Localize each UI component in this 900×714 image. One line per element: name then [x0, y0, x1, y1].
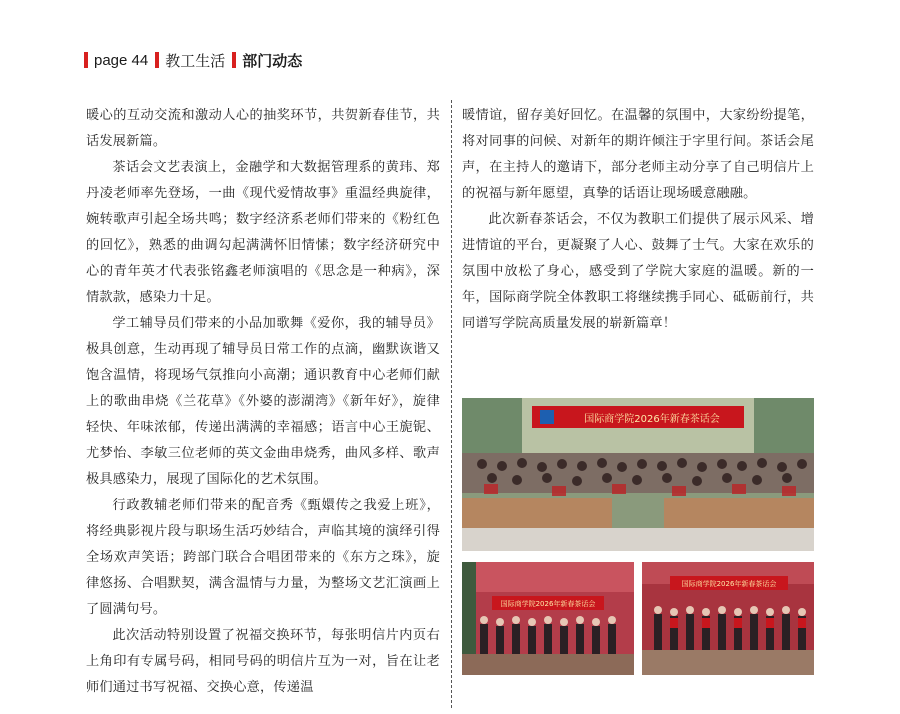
article-paragraph: 行政教辅老师们带来的配音秀《甄嬛传之我爱上班》，将经典影视片段与职场生活巧妙结合，声临其境的演绎引得全场欢声笑语；跨部门联合合唱团带来的《东方之珠》，旋律悠扬、合唱默契，满含温情与力量，为整场文艺汇演画上了圆满句号。	[86, 498, 440, 617]
stage-photo-left	[462, 562, 634, 675]
article-right-column	[462, 103, 814, 337]
article-paragraph: 此次新春茶话会，不仅为教职工们提供了展示风采、增进情谊的平台，更凝聚了人心、鼓舞了士气。大家在欢乐的氛围中放松了身心，感受到了学院大家庭的温暖。新的一年，国际商学院全体教职工将继续携手同心、砥砺前行，共同谱写学院高质量发展的崭新篇章！	[462, 212, 814, 331]
page-number: page 44	[94, 51, 149, 69]
header-separator-bar	[232, 52, 236, 68]
group-photo-main	[462, 398, 814, 551]
article-paragraph: 茶话会文艺表演上，金融学和大数据管理系的黄玮、郑丹凌老师率先登场，一曲《现代爱情故事》重温经典旋律，婉转歌声引起全场共鸣；数字经济系老师们带来的《粉红色的回忆》，熟悉的曲调勾起满满怀旧情愫；数字经济研究中心的青年英才代表张铭鑫老师演唱的《思念是一种病》，深情款款，感染力十足。	[86, 160, 440, 305]
subsection-title: 部门动态	[242, 51, 303, 70]
article-paragraph: 此次活动特别设置了祝福交换环节，每张明信片内页右上角印有专属号码，相同号码的明信片互为一对，旨在让老师们通过书写祝福、交换心意，传递温	[86, 628, 440, 695]
page-header	[84, 48, 302, 72]
column-divider	[451, 100, 452, 708]
banner-text: 国际商学院2026年新春茶话会	[500, 600, 596, 608]
banner-text: 国际商学院2026年新春茶话会	[681, 580, 777, 588]
banner-text: 国际商学院2026年新春茶话会	[584, 414, 720, 425]
stage-photo-right	[642, 562, 814, 675]
article-paragraph: 暖情谊，留存美好回忆。在温馨的氛围中，大家纷纷提笔，将对同事的问候、对新年的期许倾注于字里行间。茶话会尾声，在主持人的邀请下，部分老师主动分享了自己明信片上的祝福与新年愿望，真挚的话语让现场暖意融融。	[462, 108, 814, 201]
article-paragraph: 暖心的互动交流和激动人心的抽奖环节，共贺新春佳节，共话发展新篇。	[86, 108, 440, 149]
header-separator-bar	[155, 52, 159, 68]
article-left-column	[86, 103, 440, 701]
article-paragraph: 学工辅导员们带来的小品加歌舞《爱你，我的辅导员》极具创意，生动再现了辅导员日常工作的点滴，幽默诙谐又饱含温情，将现场气氛推向小高潮；通识教育中心老师们献上的歌曲串烧《兰花草》《外婆的澎湖湾》《新年好》，旋律轻快、年味浓郁，传递出满满的幸福感；语言中心王旎铌、尤梦怡、李敏三位老师的英文金曲串烧秀，曲风多样、歌声极具感染力，展现了国际化的艺术氛围。	[86, 316, 440, 487]
header-accent-bar	[84, 52, 88, 68]
section-title: 教工生活	[165, 51, 226, 70]
